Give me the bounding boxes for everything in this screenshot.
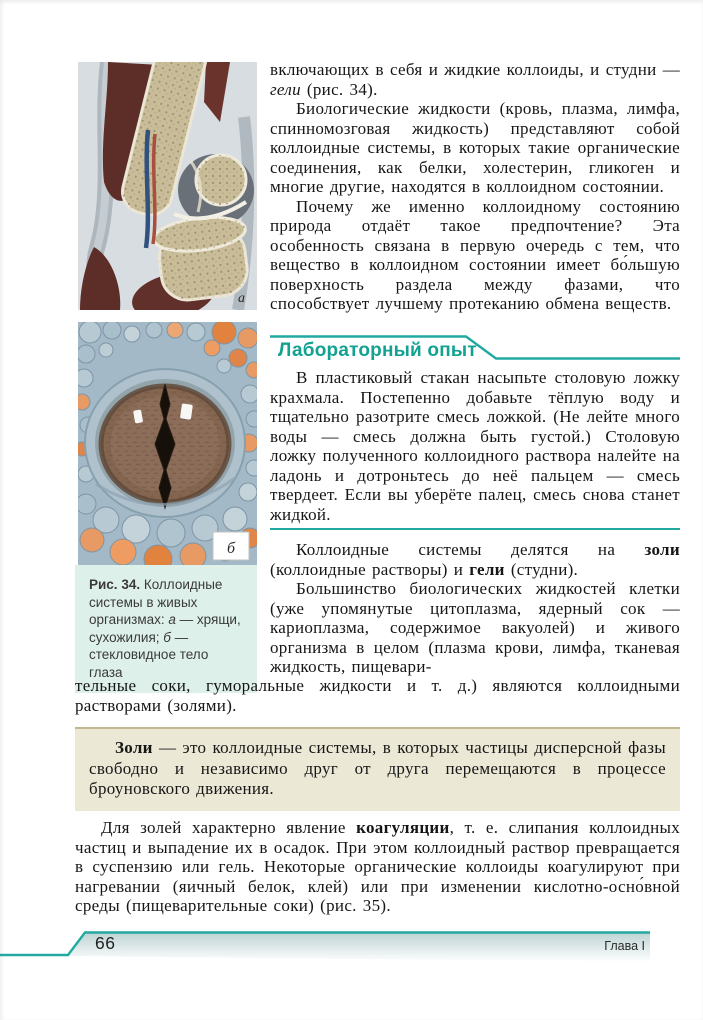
figure-b-gecko-eye-photo: [78, 322, 257, 565]
callout-text: Золи — это коллоидные системы, в которых частицы дисперсной фазы свободно и независимо друг от друга перемещаются в процессе броуновского движения.: [89, 738, 666, 798]
definition-callout: [75, 727, 680, 811]
lab-experiment-section: [270, 334, 680, 530]
full-width-continuation: [75, 676, 680, 715]
column-mid-paragraphs: [270, 540, 680, 677]
vein: [146, 130, 148, 248]
page-number: 66: [95, 933, 116, 953]
paragraph-6: тельные соки, гуморальные жидкости и т. д.) являются коллоидными растворами (золями).: [75, 676, 680, 715]
artery: [153, 134, 155, 244]
lab-paragraph: В пластиковый стакан насыпьте столовую ложку крахмала. Постепенно добавьте тёплую воду и тщательно разотрите смесь ложкой. (Не лейте много воды — смесь должна быть густой.) Столовую ложку полученного коллоидного раствора налейте на ладонь и дотроньтесь до неё пальцем — смесь твердеет. Если вы уберёте палец, смесь снова станет жидкой.: [270, 368, 680, 524]
figure-a-label: а: [238, 291, 245, 306]
chapter-label: Глава I: [604, 939, 645, 953]
paragraph-4: Коллоидные системы делятся на золи (коллоидные растворы) и гели (студни).: [270, 540, 680, 579]
paragraph-5: Большинство биологических жидкостей клетки (уже упомянутые цитоплазма, ядерный сок — кариоплазма, содержимое вакуолей) и живого организма в целом (плазма крови, лимфа, тканевая жидкость, пищевари-: [270, 579, 680, 676]
figure-b-label: б: [227, 540, 236, 557]
paragraph-3: Почему же именно коллоидному состоянию природа отдаёт такое предпочтение? Эта особенность связана в первую очередь с тем, что вещество в коллоидном состоянии имеет бо́льшую поверхность раздела между фазами, что способствует лучшему протеканию обмена веществ.: [270, 196, 680, 313]
figure-34-caption: Рис. 34. Коллоидные системы в живых организмах: а — хрящи, сухожилия; б — стекловидное тело глаза: [75, 565, 257, 693]
paragraph-2: Биологические жидкости (кровь, плазма, лимфа, спинномозговая жидкость) представляют собой коллоидные системы, в которых такие органические соединения, как белки, холестерин, гликоген и многие другие, находятся в коллоидном состоянии.: [270, 99, 680, 196]
lab-section-bottom-rule: [270, 528, 680, 530]
final-paragraph-block: [75, 818, 680, 916]
paragraph-1: включающих в себя и жидкие коллоиды, и студни — гели (рис. 34).: [270, 60, 680, 99]
column-top-paragraphs: [270, 60, 680, 314]
lab-section-title: Лабораторный опыт: [278, 340, 477, 361]
tibia-bone: [152, 213, 253, 304]
paragraph-7: Для золей характерно явление коагуляции, т. е. слипания коллоидных частиц и выпадение их в осадок. При этом коллоидный раствор превращается в суспензию или гель. Некоторые органические коллоиды коагулируют при нагревании (яичный белок, клей) или при изменении кислотно-осно́вной среды (пищеварительные соки) (рис. 35).: [75, 818, 680, 915]
figure-a-knee-section-illustration: [78, 62, 257, 310]
lab-text: [270, 368, 680, 524]
